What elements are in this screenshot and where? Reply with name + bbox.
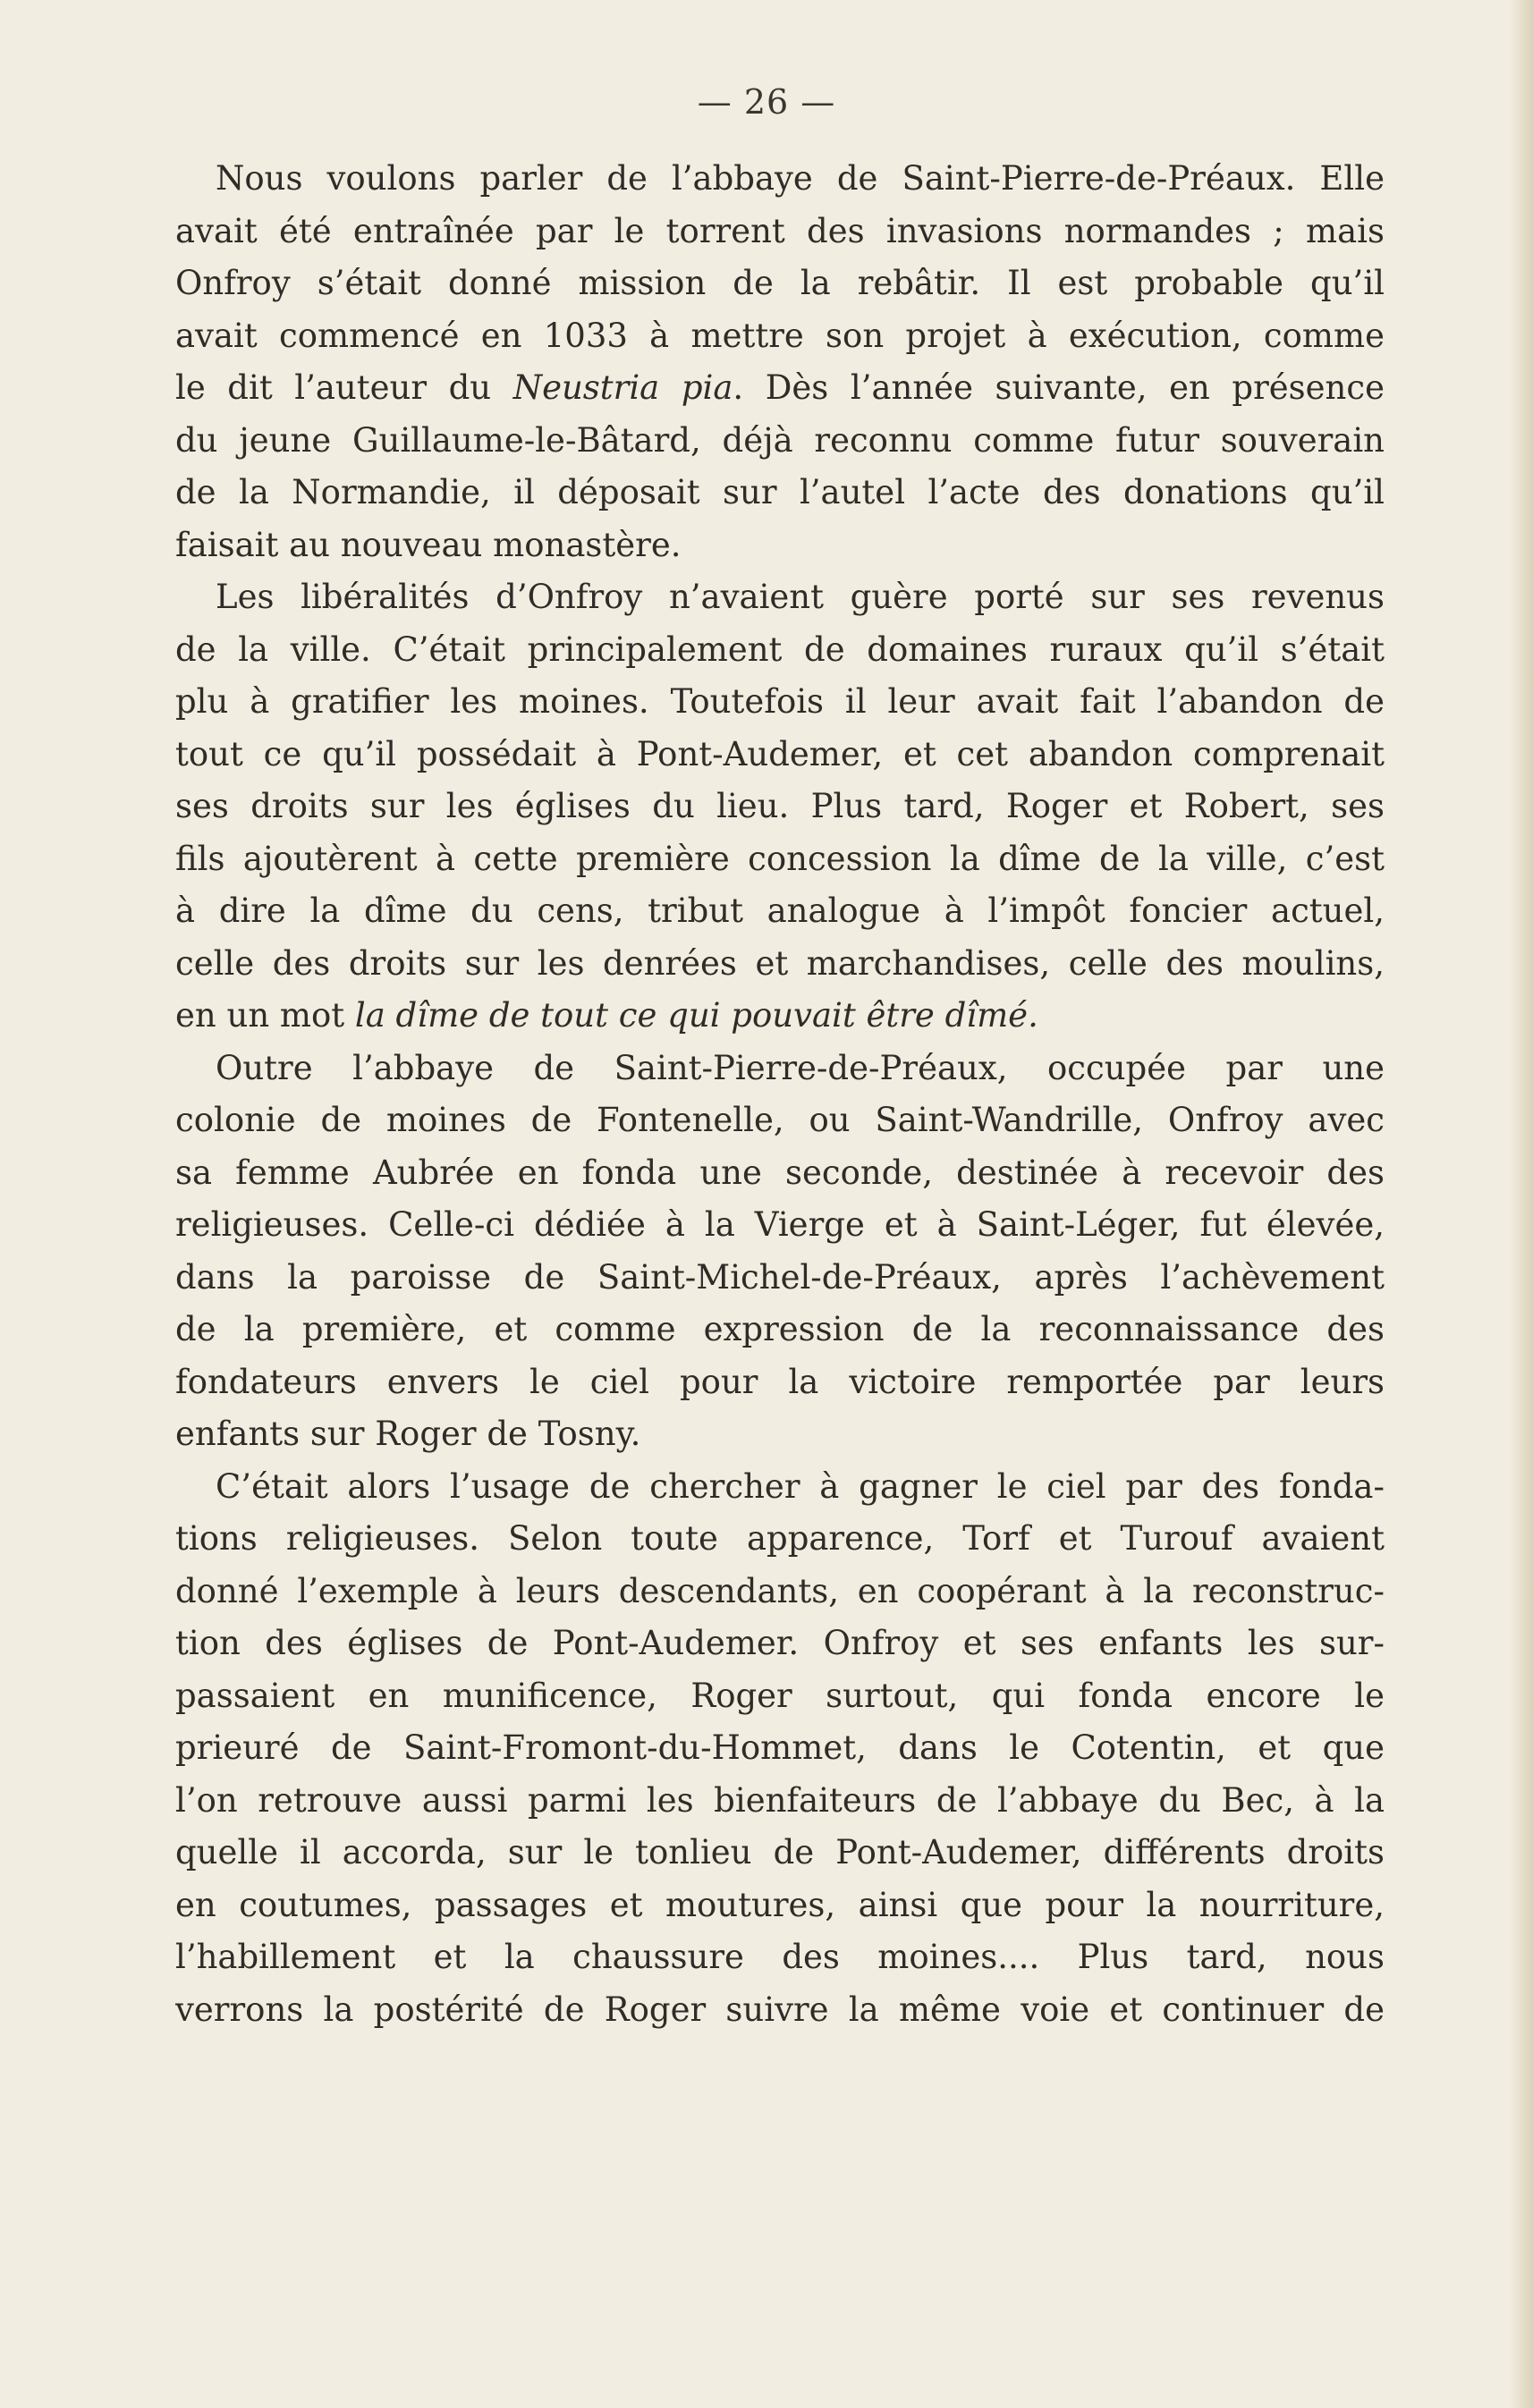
italic-text: Neustria pia xyxy=(512,368,733,407)
text-segment: ses droits sur les églises du lieu. Plus tard, Roger et Robert, ses xyxy=(175,787,1385,825)
page-edge-shadow xyxy=(1510,0,1533,2408)
text-line xyxy=(175,1722,1385,1775)
text-line xyxy=(175,1461,1385,1514)
text-segment: fils ajoutèrent à cette première concession la dîme de la ville, c’est xyxy=(175,839,1385,878)
text-line xyxy=(175,1827,1385,1880)
paragraph xyxy=(175,1461,1385,2037)
text-segment: plu à gratifier les moines. Toutefois il leur avait fait l’abandon de xyxy=(175,682,1385,721)
text-segment: avait été entraînée par le torrent des invasions normandes ; mais xyxy=(175,211,1385,250)
text-segment: l’habillement et la chaussure des moines.... Plus tard, nous xyxy=(175,1938,1385,1976)
text-line xyxy=(175,1199,1385,1252)
text-line xyxy=(175,467,1385,520)
text-segment: passaient en munificence, Roger surtout, qui fonda encore le xyxy=(175,1676,1385,1715)
paragraph xyxy=(175,571,1385,1043)
text-line xyxy=(175,1670,1385,1723)
text-line xyxy=(175,624,1385,677)
text-segment: Onfroy s’était donné mission de la rebâtir. Il est probable qu’il xyxy=(175,264,1385,302)
text-line xyxy=(175,729,1385,782)
text-segment: le dit l’auteur du xyxy=(175,368,513,407)
text-line xyxy=(175,1566,1385,1618)
text-line xyxy=(175,1147,1385,1200)
text-line xyxy=(175,1304,1385,1356)
text-segment: religieuses. Celle-ci dédiée à la Vierge et à Saint-Léger, fut élevée, xyxy=(175,1205,1385,1244)
text-segment: Outre l’abbaye de Saint-Pierre-de-Préaux, occupée par une xyxy=(216,1048,1385,1087)
text-line xyxy=(175,676,1385,729)
text-line xyxy=(175,938,1385,991)
text-segment: donné l’exemple à leurs descendants, en coopérant à la reconstruc- xyxy=(175,1571,1385,1610)
text-segment: de la Normandie, il déposait sur l’autel l’acte des donations qu’il xyxy=(175,473,1385,511)
text-segment: prieuré de Saint-Fromont-du-Hommet, dans le Cotentin, et que xyxy=(175,1728,1385,1767)
text-line xyxy=(175,258,1385,310)
text-segment: tions religieuses. Selon toute apparence, Torf et Turouf avaient xyxy=(175,1519,1385,1558)
text-segment: dans la paroisse de Saint-Michel-de-Préaux, après l’achèvement xyxy=(175,1257,1385,1297)
text-segment: de la première, et comme expression de la reconnaissance des xyxy=(175,1310,1385,1348)
text-segment: de la ville. C’était principalement de domaines ruraux qu’il s’était xyxy=(175,629,1385,669)
text-segment: celle des droits sur les denrées et marchandises, celle des moulins, xyxy=(175,943,1385,983)
text-segment: l’on retrouve aussi parmi les bienfaiteurs de l’abbaye du Bec, à la xyxy=(175,1780,1385,1820)
text-segment: du jeune Guillaume-le-Bâtard, déjà reconnu comme futur souverain xyxy=(175,420,1385,460)
text-line xyxy=(175,153,1385,206)
text-line xyxy=(175,1618,1385,1670)
italic-text: la dîme de tout ce qui pouvait être dîmé. xyxy=(354,996,1038,1035)
text-segment: en un mot xyxy=(175,996,355,1035)
text-line xyxy=(175,520,1385,572)
text-line xyxy=(175,1252,1385,1305)
text-segment: quelle il accorda, sur le tonlieu de Pont-Audemer, différents droits xyxy=(175,1833,1385,1871)
text-line xyxy=(175,1931,1385,1984)
paragraph xyxy=(175,1043,1385,1461)
text-line xyxy=(175,990,1385,1043)
text-segment: C’était alors l’usage de chercher à gagner le ciel par des fonda- xyxy=(216,1466,1385,1506)
text-segment: . Dès l’année suivante, en présence xyxy=(733,368,1385,407)
text-segment: enfants sur Roger de Tosny. xyxy=(175,1415,641,1453)
text-line xyxy=(175,1880,1385,1932)
paragraph xyxy=(175,153,1385,571)
text-segment: faisait au nouveau monastère. xyxy=(175,525,682,564)
text-line xyxy=(175,310,1385,363)
text-segment: tout ce qu’il possédait à Pont-Audemer, et cet abandon comprenait xyxy=(175,734,1385,773)
text-line xyxy=(175,1408,1385,1461)
text-line xyxy=(175,415,1385,468)
body-text xyxy=(175,153,1385,2036)
text-line xyxy=(175,1356,1385,1409)
text-line xyxy=(175,1094,1385,1147)
text-segment: en coutumes, passages et moutures, ainsi que pour la nourriture, xyxy=(175,1885,1385,1924)
page-number: — 26 — xyxy=(697,82,836,122)
text-line xyxy=(175,362,1385,415)
text-line xyxy=(175,1513,1385,1566)
text-line xyxy=(175,781,1385,833)
text-line xyxy=(175,1043,1385,1095)
text-segment: à dire la dîme du cens, tribut analogue à l’impôt foncier actuel, xyxy=(175,891,1385,930)
text-line xyxy=(175,1775,1385,1828)
text-line xyxy=(175,206,1385,258)
text-segment: sa femme Aubrée en fonda une seconde, destinée à recevoir des xyxy=(175,1153,1385,1192)
text-line xyxy=(175,833,1385,886)
text-segment: Nous voulons parler de l’abbaye de Saint-Pierre-de-Préaux. Elle xyxy=(216,159,1385,198)
text-segment: tion des églises de Pont-Audemer. Onfroy et ses enfants les sur- xyxy=(175,1624,1385,1662)
text-line xyxy=(175,1984,1385,2037)
text-line xyxy=(175,885,1385,938)
text-segment: fondateurs envers le ciel pour la victoire remportée par leurs xyxy=(175,1362,1385,1401)
text-segment: colonie de moines de Fontenelle, ou Saint-Wandrille, Onfroy avec xyxy=(175,1101,1385,1139)
text-segment: verrons la postérité de Roger suivre la même voie et continuer de xyxy=(175,1990,1385,2029)
text-line xyxy=(175,571,1385,624)
text-segment: Les libéralités d’Onfroy n’avaient guère porté sur ses revenus xyxy=(216,578,1385,616)
text-segment: avait commencé en 1033 à mettre son projet à exécution, comme xyxy=(175,316,1385,355)
